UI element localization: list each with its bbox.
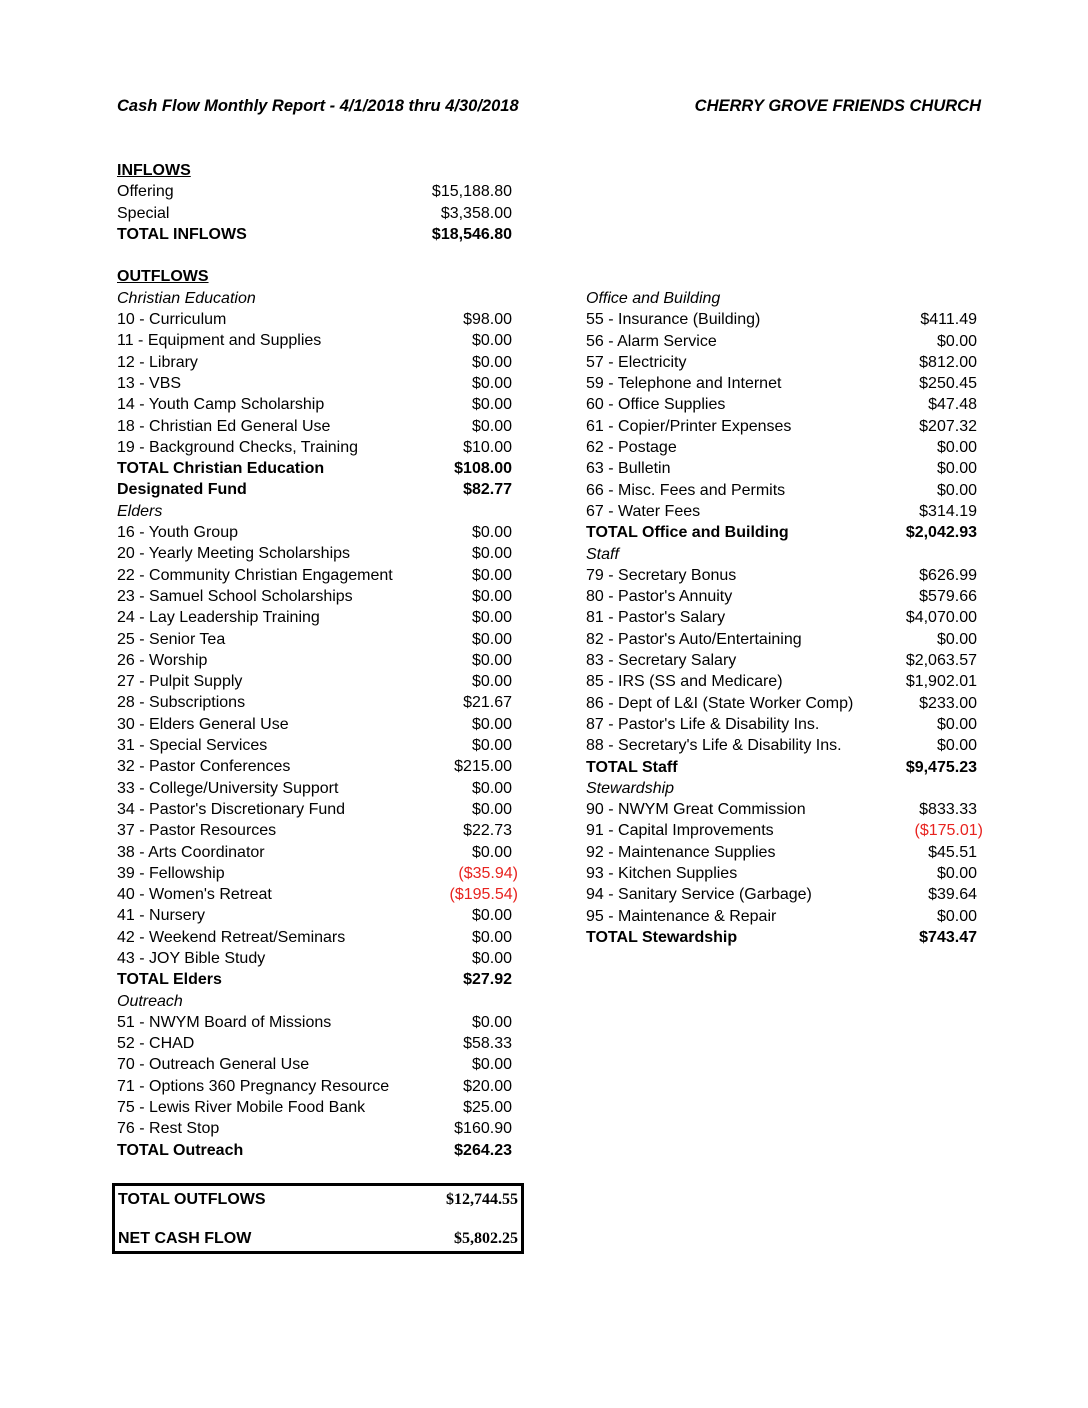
row-amount: $2,063.57 — [905, 652, 977, 670]
total-row — [586, 927, 986, 948]
row-label: 41 - Nursery — [117, 907, 206, 925]
ledger-row — [586, 331, 986, 352]
row-label: 90 - NWYM Great Commission — [586, 801, 806, 819]
ledger-row — [117, 905, 527, 926]
row-amount: $58.33 — [463, 1035, 512, 1053]
row-amount: $0.00 — [471, 630, 512, 648]
row-label: 19 - Background Checks, Training — [117, 438, 359, 456]
ledger-row — [117, 181, 527, 202]
ledger-row — [117, 714, 527, 735]
row-amount: $0.00 — [471, 545, 512, 563]
ledger-row — [586, 820, 986, 841]
row-amount: $250.45 — [919, 375, 977, 393]
ledger-row — [117, 692, 527, 713]
total-row — [117, 969, 527, 990]
ledger-row — [586, 650, 986, 671]
ledger-row — [117, 1012, 527, 1033]
ledger-row — [586, 437, 986, 458]
row-label: 38 - Arts Coordinator — [117, 843, 265, 861]
ledger-row — [117, 1097, 527, 1118]
row-amount: $1,902.01 — [905, 673, 977, 691]
total-outflows-label: TOTAL OUTFLOWS — [118, 1191, 266, 1208]
ledger-row — [586, 671, 986, 692]
row-amount: $27.92 — [463, 971, 512, 989]
row-amount: $743.47 — [919, 928, 977, 946]
row-label: 61 - Copier/Printer Expenses — [586, 417, 792, 435]
row-amount: $15,188.80 — [431, 183, 512, 201]
ledger-row — [117, 203, 527, 224]
row-amount: $0.00 — [936, 481, 977, 499]
ledger-row — [586, 693, 986, 714]
total-row — [117, 479, 527, 500]
row-label: 83 - Secretary Salary — [586, 652, 737, 670]
ledger-row — [586, 394, 986, 415]
row-label: 63 - Bulletin — [586, 460, 671, 478]
row-amount: $25.00 — [463, 1099, 512, 1117]
row-amount: $4,070.00 — [905, 609, 977, 627]
row-label: 60 - Office Supplies — [586, 396, 726, 414]
row-amount: $0.00 — [936, 460, 977, 478]
row-label: 52 - CHAD — [117, 1035, 195, 1053]
row-label: 80 - Pastor's Annuity — [586, 588, 733, 606]
row-label: Outreach — [117, 992, 183, 1010]
row-label: Designated Fund — [117, 481, 247, 499]
section-heading-row — [117, 266, 527, 287]
row-label: Elders — [117, 502, 163, 520]
total-row — [586, 757, 986, 778]
row-label: 92 - Maintenance Supplies — [586, 843, 776, 861]
ledger-row — [586, 480, 986, 501]
ledger-row — [117, 565, 527, 586]
ledger-row — [117, 394, 527, 415]
ledger-row — [117, 948, 527, 969]
row-amount: $0.00 — [936, 715, 977, 733]
row-amount: $0.00 — [471, 715, 512, 733]
row-label: TOTAL Elders — [117, 971, 222, 989]
ledger-row — [117, 352, 527, 373]
ledger-row — [586, 565, 986, 586]
ledger-row — [117, 373, 527, 394]
row-label: 94 - Sanitary Service (Garbage) — [586, 886, 812, 904]
row-label: 57 - Electricity — [586, 353, 687, 371]
section-heading-row — [117, 160, 527, 181]
row-amount: $0.00 — [471, 779, 512, 797]
ledger-row — [117, 756, 527, 777]
ledger-row — [586, 629, 986, 650]
row-label: 70 - Outreach General Use — [117, 1056, 310, 1074]
row-label: TOTAL Office and Building — [586, 524, 789, 542]
row-label: 82 - Pastor's Auto/Entertaining — [586, 630, 802, 648]
total-row — [586, 522, 986, 543]
row-amount: $411.49 — [920, 311, 977, 329]
row-label: 11 - Equipment and Supplies — [117, 332, 322, 350]
row-amount: $9,475.23 — [905, 758, 977, 776]
row-label: 85 - IRS (SS and Medicare) — [586, 673, 783, 691]
row-amount: $39.64 — [928, 886, 977, 904]
right-column — [586, 288, 986, 948]
row-amount: $264.23 — [454, 1141, 512, 1159]
ledger-row — [117, 586, 527, 607]
row-label: OUTFLOWS — [117, 268, 209, 286]
row-label: TOTAL Stewardship — [586, 928, 738, 946]
row-amount: $47.48 — [928, 396, 977, 414]
row-label: TOTAL Outreach — [117, 1141, 244, 1159]
total-row — [117, 1140, 527, 1161]
ledger-row — [586, 416, 986, 437]
row-amount: $3,358.00 — [440, 204, 512, 222]
row-amount: $0.00 — [471, 949, 512, 967]
row-label: Special — [117, 204, 170, 222]
row-amount: $626.99 — [919, 566, 977, 584]
row-label: 76 - Rest Stop — [117, 1120, 220, 1138]
left-column — [117, 160, 527, 1161]
row-label: 26 - Worship — [117, 651, 208, 669]
row-label: 23 - Samuel School Scholarships — [117, 587, 353, 605]
report-title: Cash Flow Monthly Report - 4/1/2018 thru 4/30/2018 — [117, 97, 519, 115]
row-label: Office and Building — [586, 290, 721, 307]
row-label: 22 - Community Christian Engagement — [117, 566, 393, 584]
row-amount: $0.00 — [936, 332, 977, 350]
row-amount: $0.00 — [471, 928, 512, 946]
row-label: 34 - Pastor's Discretionary Fund — [117, 800, 346, 818]
ledger-row — [117, 863, 527, 884]
row-label: 91 - Capital Improvements — [586, 822, 774, 840]
row-amount: $0.00 — [936, 737, 977, 755]
row-label: 43 - JOY Bible Study — [117, 949, 266, 967]
row-amount: $98.00 — [463, 311, 512, 329]
ledger-row — [117, 522, 527, 543]
row-label: 18 - Christian Ed General Use — [117, 417, 331, 435]
row-amount: $20.00 — [463, 1077, 512, 1095]
row-label: 67 - Water Fees — [586, 502, 701, 520]
row-amount: $233.00 — [919, 694, 977, 712]
row-amount: $0.00 — [471, 800, 512, 818]
row-amount: $0.00 — [471, 332, 512, 350]
row-label: 30 - Elders General Use — [117, 715, 289, 733]
ledger-row — [117, 416, 527, 437]
row-label: TOTAL Staff — [586, 758, 678, 776]
ledger-row — [117, 842, 527, 863]
row-label: 13 - VBS — [117, 374, 182, 392]
category-heading-row — [586, 544, 986, 565]
row-amount: $2,042.93 — [905, 524, 977, 542]
ledger-row — [117, 1054, 527, 1075]
spacer-row — [117, 245, 527, 266]
row-label: 79 - Secretary Bonus — [586, 566, 737, 584]
row-label: INFLOWS — [117, 162, 191, 179]
row-amount: $0.00 — [471, 524, 512, 542]
row-amount: $21.67 — [463, 694, 512, 712]
row-amount: $0.00 — [471, 673, 512, 691]
row-amount: $0.00 — [471, 396, 512, 414]
row-label: 20 - Yearly Meeting Scholarships — [117, 545, 351, 563]
ledger-row — [117, 927, 527, 948]
ledger-row — [117, 671, 527, 692]
row-amount: $18,546.80 — [431, 225, 512, 243]
row-label: 75 - Lewis River Mobile Food Bank — [117, 1099, 366, 1117]
row-label: 71 - Options 360 Pregnancy Resource — [117, 1077, 390, 1095]
ledger-row — [117, 330, 527, 351]
row-amount: $0.00 — [936, 630, 977, 648]
row-label: 28 - Subscriptions — [117, 694, 246, 712]
organization-name: CHERRY GROVE FRIENDS CHURCH — [694, 97, 981, 115]
ledger-row — [586, 714, 986, 735]
row-amount: $207.32 — [919, 417, 977, 435]
ledger-row — [586, 373, 986, 394]
ledger-row — [586, 501, 986, 522]
row-amount: $0.00 — [936, 907, 977, 925]
row-label: 14 - Youth Camp Scholarship — [117, 396, 325, 414]
row-amount: $833.33 — [919, 801, 977, 819]
category-heading-row — [586, 778, 986, 799]
row-amount: $108.00 — [454, 460, 512, 478]
ledger-row — [117, 309, 527, 330]
category-heading-row — [117, 501, 527, 522]
ledger-row — [117, 820, 527, 841]
row-label: Offering — [117, 183, 174, 201]
row-amount: $0.00 — [471, 566, 512, 584]
row-label: 56 - Alarm Service — [586, 332, 717, 350]
row-label: 33 - College/University Support — [117, 779, 339, 797]
row-label: 87 - Pastor's Life & Disability Ins. — [586, 715, 820, 733]
ledger-row — [117, 1076, 527, 1097]
row-amount: $0.00 — [936, 865, 977, 883]
row-label: 55 - Insurance (Building) — [586, 311, 761, 329]
net-cash-flow-amount: $5,802.25 — [454, 1230, 518, 1247]
row-amount: ($35.94) — [458, 864, 518, 882]
row-amount: $0.00 — [471, 651, 512, 669]
category-heading-row — [117, 991, 527, 1012]
row-amount: $0.00 — [471, 417, 512, 435]
net-cash-flow-label: NET CASH FLOW — [118, 1230, 252, 1247]
ledger-row — [117, 437, 527, 458]
row-label: 39 - Fellowship — [117, 864, 225, 882]
row-label: 25 - Senior Tea — [117, 630, 226, 648]
ledger-row — [586, 586, 986, 607]
total-row — [117, 458, 527, 479]
ledger-row — [117, 543, 527, 564]
row-label: 10 - Curriculum — [117, 311, 227, 329]
row-amount: $82.77 — [463, 481, 512, 499]
row-amount: ($175.01) — [914, 822, 983, 840]
row-amount: $812.00 — [919, 353, 977, 371]
ledger-row — [586, 799, 986, 820]
row-amount: $0.00 — [471, 1013, 512, 1031]
row-label: Stewardship — [586, 779, 675, 797]
ledger-row — [586, 352, 986, 373]
ledger-row — [117, 1118, 527, 1139]
row-amount: $0.00 — [471, 374, 512, 392]
row-amount: $0.00 — [471, 907, 512, 925]
row-label: 95 - Maintenance & Repair — [586, 907, 777, 925]
ledger-row — [117, 735, 527, 756]
row-label: 62 - Postage — [586, 439, 677, 457]
ledger-row — [586, 309, 986, 330]
row-label: 24 - Lay Leadership Training — [117, 609, 320, 627]
row-label: 66 - Misc. Fees and Permits — [586, 481, 786, 499]
row-amount: $0.00 — [471, 1056, 512, 1074]
row-amount: $0.00 — [936, 439, 977, 457]
ledger-row — [586, 458, 986, 479]
row-label: 12 - Library — [117, 353, 198, 371]
category-heading-row — [586, 288, 986, 309]
row-label: 93 - Kitchen Supplies — [586, 865, 738, 883]
ledger-row — [117, 778, 527, 799]
row-label: Christian Education — [117, 289, 256, 307]
net-cash-flow-row — [118, 1228, 518, 1250]
row-label: Staff — [586, 545, 619, 563]
row-amount: $22.73 — [463, 822, 512, 840]
row-amount: $0.00 — [471, 353, 512, 371]
ledger-row — [586, 863, 986, 884]
total-row — [117, 224, 527, 245]
row-label: 59 - Telephone and Internet — [586, 375, 782, 393]
row-amount: $45.51 — [928, 843, 977, 861]
row-amount: $10.00 — [463, 438, 512, 456]
row-amount: $0.00 — [471, 737, 512, 755]
ledger-row — [586, 884, 986, 905]
category-heading-row — [117, 288, 527, 309]
row-label: 81 - Pastor's Salary — [586, 609, 726, 627]
ledger-row — [117, 607, 527, 628]
row-label: 27 - Pulpit Supply — [117, 673, 243, 691]
row-amount: ($195.54) — [449, 886, 518, 904]
ledger-row — [117, 650, 527, 671]
row-amount: $314.19 — [919, 502, 977, 520]
ledger-row — [117, 629, 527, 650]
row-label: 31 - Special Services — [117, 737, 268, 755]
ledger-row — [117, 799, 527, 820]
row-label: 42 - Weekend Retreat/Seminars — [117, 928, 346, 946]
row-label: TOTAL Christian Education — [117, 460, 325, 478]
row-amount: $0.00 — [471, 843, 512, 861]
row-label: 32 - Pastor Conferences — [117, 758, 291, 776]
row-amount: $215.00 — [454, 758, 512, 776]
total-outflows-amount: $12,744.55 — [446, 1191, 518, 1208]
ledger-row — [586, 607, 986, 628]
row-label: 51 - NWYM Board of Missions — [117, 1013, 332, 1031]
row-amount: $0.00 — [471, 587, 512, 605]
row-label: 40 - Women's Retreat — [117, 886, 272, 904]
row-amount: $160.90 — [454, 1120, 512, 1138]
row-label: 37 - Pastor Resources — [117, 822, 277, 840]
row-amount: $0.00 — [471, 609, 512, 627]
ledger-row — [586, 735, 986, 756]
ledger-row — [117, 1033, 527, 1054]
row-label: 88 - Secretary's Life & Disability Ins. — [586, 737, 842, 755]
total-outflows-row — [118, 1189, 518, 1211]
ledger-row — [586, 906, 986, 927]
summary-box — [112, 1183, 524, 1254]
row-amount: $579.66 — [919, 588, 977, 606]
row-label: 16 - Youth Group — [117, 524, 238, 542]
ledger-row — [586, 842, 986, 863]
ledger-row — [117, 884, 527, 905]
row-label: TOTAL INFLOWS — [117, 225, 247, 243]
row-label: 86 - Dept of L&I (State Worker Comp) — [586, 694, 854, 712]
